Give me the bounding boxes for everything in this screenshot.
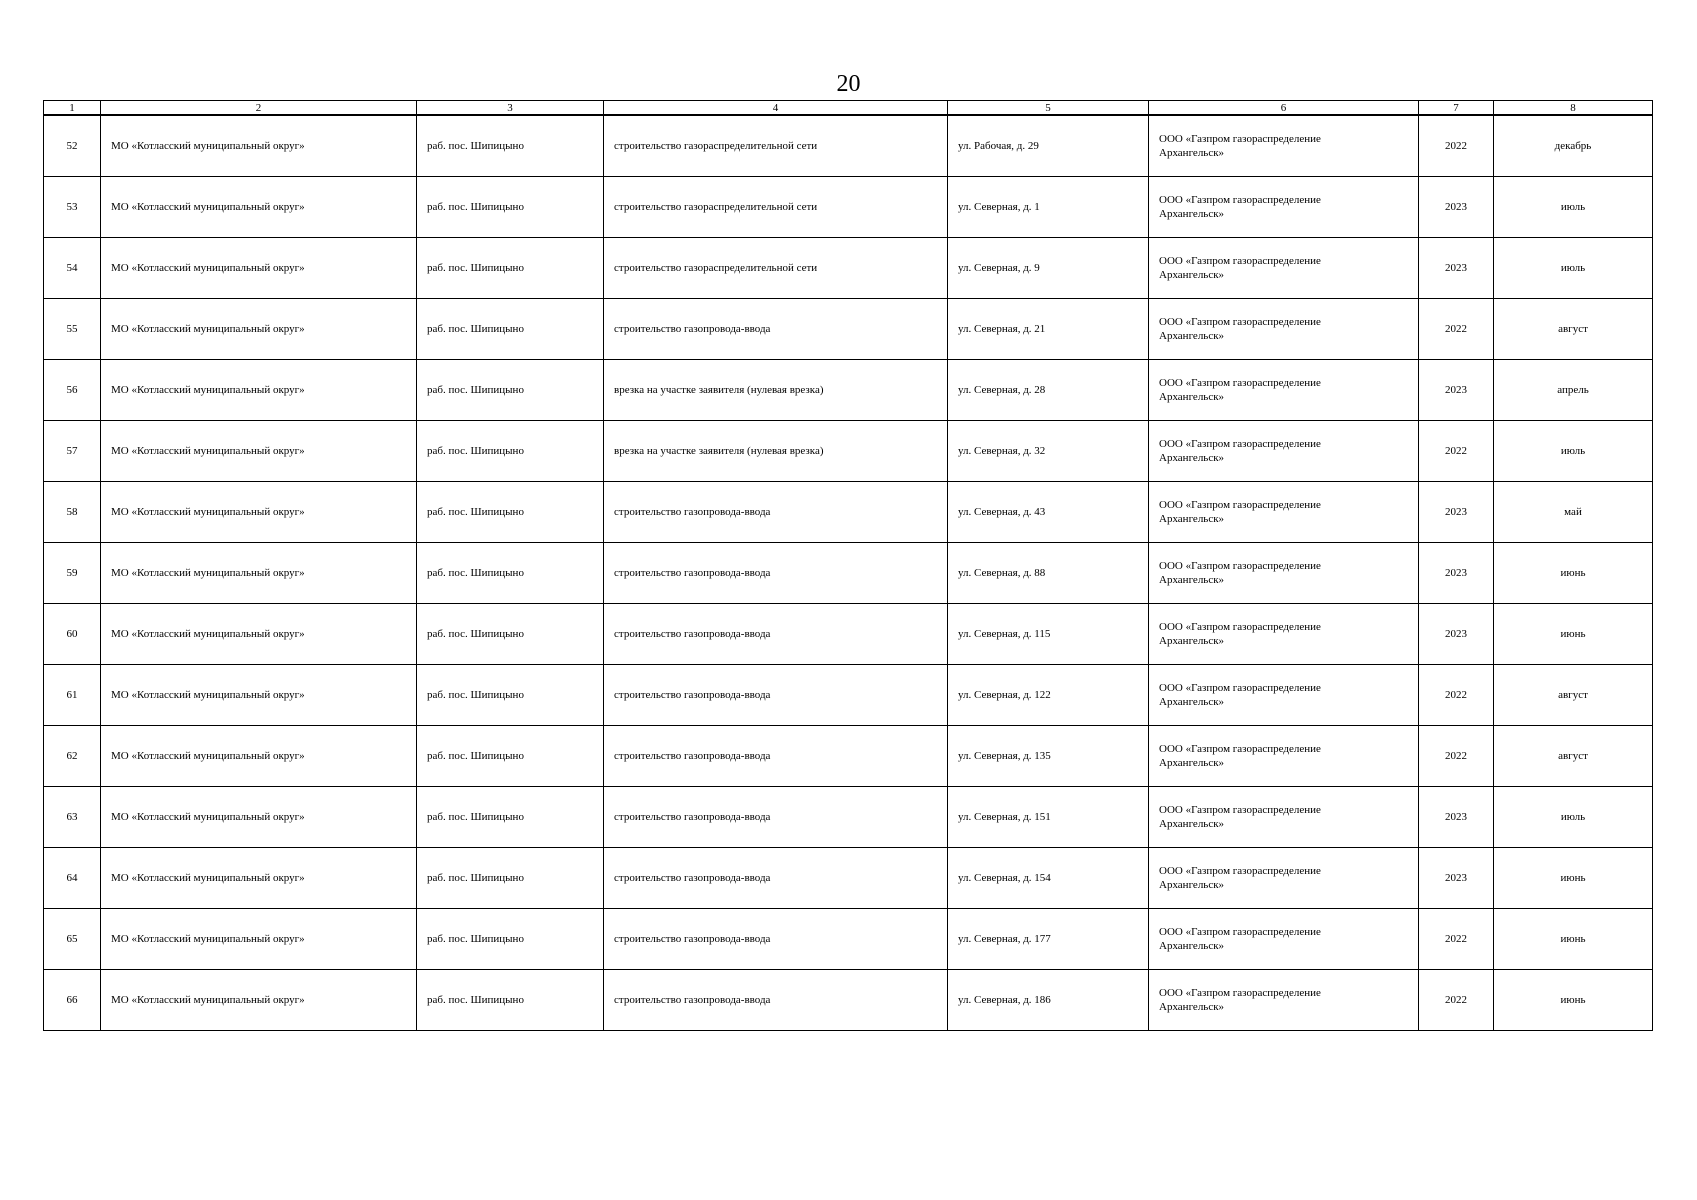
organization-cell bbox=[1149, 360, 1419, 421]
organization-line-2: Архангельск» bbox=[1159, 513, 1225, 525]
table-header bbox=[44, 101, 1653, 116]
year-cell: 2023 bbox=[1419, 543, 1494, 604]
table-row bbox=[44, 787, 1653, 848]
settlement-cell: раб. пос. Шипицыно bbox=[417, 970, 604, 1031]
organization-cell bbox=[1149, 848, 1419, 909]
table-row bbox=[44, 726, 1653, 787]
address-cell: ул. Северная, д. 186 bbox=[948, 970, 1149, 1031]
organization-cell bbox=[1149, 177, 1419, 238]
municipality-cell: МО «Котласский муниципальный округ» bbox=[101, 909, 417, 970]
month-cell: август bbox=[1494, 665, 1653, 726]
organization-line-1: ООО «Газпром газораспределение bbox=[1159, 255, 1321, 267]
year-cell: 2022 bbox=[1419, 665, 1494, 726]
row-number-cell: 64 bbox=[44, 848, 101, 909]
organization-cell bbox=[1149, 970, 1419, 1031]
organization-cell bbox=[1149, 665, 1419, 726]
year-cell: 2023 bbox=[1419, 482, 1494, 543]
municipality-cell: МО «Котласский муниципальный округ» bbox=[101, 848, 417, 909]
row-number-cell: 65 bbox=[44, 909, 101, 970]
row-number-cell: 62 bbox=[44, 726, 101, 787]
month-cell: май bbox=[1494, 482, 1653, 543]
municipality-cell: МО «Котласский муниципальный округ» bbox=[101, 726, 417, 787]
table-row bbox=[44, 238, 1653, 299]
address-cell: ул. Северная, д. 177 bbox=[948, 909, 1149, 970]
year-cell: 2022 bbox=[1419, 909, 1494, 970]
table-row bbox=[44, 604, 1653, 665]
address-cell: ул. Рабочая, д. 29 bbox=[948, 115, 1149, 177]
work-type-cell: строительство газораспределительной сети bbox=[604, 115, 948, 177]
table-row bbox=[44, 482, 1653, 543]
organization-line-1: ООО «Газпром газораспределение bbox=[1159, 621, 1321, 633]
municipality-cell: МО «Котласский муниципальный округ» bbox=[101, 543, 417, 604]
year-cell: 2023 bbox=[1419, 604, 1494, 665]
header-cell-5: 5 bbox=[948, 101, 1149, 116]
header-cell-4: 4 bbox=[604, 101, 948, 116]
month-cell: июнь bbox=[1494, 543, 1653, 604]
year-cell: 2022 bbox=[1419, 970, 1494, 1031]
organization-cell bbox=[1149, 299, 1419, 360]
organization-cell bbox=[1149, 421, 1419, 482]
organization-cell bbox=[1149, 115, 1419, 177]
table-row bbox=[44, 177, 1653, 238]
settlement-cell: раб. пос. Шипицыно bbox=[417, 543, 604, 604]
address-cell: ул. Северная, д. 21 bbox=[948, 299, 1149, 360]
organization-line-1: ООО «Газпром газораспределение bbox=[1159, 804, 1321, 816]
work-type-cell: врезка на участке заявителя (нулевая врезка) bbox=[604, 421, 948, 482]
year-cell: 2022 bbox=[1419, 115, 1494, 177]
row-number-cell: 59 bbox=[44, 543, 101, 604]
municipality-cell: МО «Котласский муниципальный округ» bbox=[101, 238, 417, 299]
table-row bbox=[44, 665, 1653, 726]
year-cell: 2022 bbox=[1419, 299, 1494, 360]
organization-line-2: Архангельск» bbox=[1159, 452, 1225, 464]
organization-line-2: Архангельск» bbox=[1159, 1001, 1225, 1013]
address-cell: ул. Северная, д. 43 bbox=[948, 482, 1149, 543]
header-cell-1: 1 bbox=[44, 101, 101, 116]
organization-cell bbox=[1149, 482, 1419, 543]
settlement-cell: раб. пос. Шипицыно bbox=[417, 787, 604, 848]
work-type-cell: строительство газопровода-ввода bbox=[604, 482, 948, 543]
organization-line-1: ООО «Газпром газораспределение bbox=[1159, 682, 1321, 694]
table-row bbox=[44, 115, 1653, 177]
organization-line-2: Архангельск» bbox=[1159, 208, 1225, 220]
settlement-cell: раб. пос. Шипицыно bbox=[417, 482, 604, 543]
work-type-cell: строительство газораспределительной сети bbox=[604, 177, 948, 238]
month-cell: июнь bbox=[1494, 848, 1653, 909]
settlement-cell: раб. пос. Шипицыно bbox=[417, 726, 604, 787]
organization-line-2: Архангельск» bbox=[1159, 330, 1225, 342]
municipality-cell: МО «Котласский муниципальный округ» bbox=[101, 299, 417, 360]
header-cell-8: 8 bbox=[1494, 101, 1653, 116]
organization-line-2: Архангельск» bbox=[1159, 757, 1225, 769]
organization-line-1: ООО «Газпром газораспределение bbox=[1159, 926, 1321, 938]
organization-line-1: ООО «Газпром газораспределение bbox=[1159, 865, 1321, 877]
month-cell: декабрь bbox=[1494, 115, 1653, 177]
header-cell-7: 7 bbox=[1419, 101, 1494, 116]
work-type-cell: строительство газопровода-ввода bbox=[604, 787, 948, 848]
municipality-cell: МО «Котласский муниципальный округ» bbox=[101, 421, 417, 482]
municipality-cell: МО «Котласский муниципальный округ» bbox=[101, 115, 417, 177]
organization-cell bbox=[1149, 543, 1419, 604]
address-cell: ул. Северная, д. 1 bbox=[948, 177, 1149, 238]
organization-line-2: Архангельск» bbox=[1159, 696, 1225, 708]
row-number-cell: 60 bbox=[44, 604, 101, 665]
settlement-cell: раб. пос. Шипицыно bbox=[417, 177, 604, 238]
organization-line-2: Архангельск» bbox=[1159, 391, 1225, 403]
table-row bbox=[44, 848, 1653, 909]
organization-line-1: ООО «Газпром газораспределение bbox=[1159, 743, 1321, 755]
header-cell-3: 3 bbox=[417, 101, 604, 116]
work-type-cell: строительство газопровода-ввода bbox=[604, 848, 948, 909]
address-cell: ул. Северная, д. 28 bbox=[948, 360, 1149, 421]
organization-line-2: Архангельск» bbox=[1159, 147, 1225, 159]
month-cell: июнь bbox=[1494, 909, 1653, 970]
settlement-cell: раб. пос. Шипицыно bbox=[417, 909, 604, 970]
row-number-cell: 57 bbox=[44, 421, 101, 482]
organization-line-1: ООО «Газпром газораспределение bbox=[1159, 316, 1321, 328]
row-number-cell: 63 bbox=[44, 787, 101, 848]
address-cell: ул. Северная, д. 135 bbox=[948, 726, 1149, 787]
address-cell: ул. Северная, д. 9 bbox=[948, 238, 1149, 299]
year-cell: 2023 bbox=[1419, 848, 1494, 909]
organization-cell bbox=[1149, 604, 1419, 665]
address-cell: ул. Северная, д. 122 bbox=[948, 665, 1149, 726]
header-row bbox=[44, 101, 1653, 116]
settlement-cell: раб. пос. Шипицыно bbox=[417, 360, 604, 421]
month-cell: июнь bbox=[1494, 604, 1653, 665]
plan-table bbox=[43, 100, 1653, 1031]
month-cell: август bbox=[1494, 299, 1653, 360]
table-row bbox=[44, 360, 1653, 421]
row-number-cell: 53 bbox=[44, 177, 101, 238]
address-cell: ул. Северная, д. 154 bbox=[948, 848, 1149, 909]
table-row bbox=[44, 421, 1653, 482]
month-cell: июль bbox=[1494, 787, 1653, 848]
municipality-cell: МО «Котласский муниципальный округ» bbox=[101, 482, 417, 543]
row-number-cell: 66 bbox=[44, 970, 101, 1031]
municipality-cell: МО «Котласский муниципальный округ» bbox=[101, 177, 417, 238]
header-cell-6: 6 bbox=[1149, 101, 1419, 116]
organization-cell bbox=[1149, 787, 1419, 848]
organization-line-2: Архангельск» bbox=[1159, 818, 1225, 830]
organization-line-2: Архангельск» bbox=[1159, 879, 1225, 891]
organization-line-2: Архангельск» bbox=[1159, 574, 1225, 586]
organization-line-2: Архангельск» bbox=[1159, 269, 1225, 281]
settlement-cell: раб. пос. Шипицыно bbox=[417, 115, 604, 177]
organization-line-1: ООО «Газпром газораспределение bbox=[1159, 499, 1321, 511]
organization-line-1: ООО «Газпром газораспределение bbox=[1159, 133, 1321, 145]
address-cell: ул. Северная, д. 88 bbox=[948, 543, 1149, 604]
organization-cell bbox=[1149, 909, 1419, 970]
settlement-cell: раб. пос. Шипицыно bbox=[417, 848, 604, 909]
settlement-cell: раб. пос. Шипицыно bbox=[417, 604, 604, 665]
year-cell: 2023 bbox=[1419, 177, 1494, 238]
table-row bbox=[44, 299, 1653, 360]
row-number-cell: 52 bbox=[44, 115, 101, 177]
work-type-cell: врезка на участке заявителя (нулевая врезка) bbox=[604, 360, 948, 421]
month-cell: июль bbox=[1494, 177, 1653, 238]
row-number-cell: 61 bbox=[44, 665, 101, 726]
municipality-cell: МО «Котласский муниципальный округ» bbox=[101, 665, 417, 726]
settlement-cell: раб. пос. Шипицыно bbox=[417, 299, 604, 360]
month-cell: апрель bbox=[1494, 360, 1653, 421]
municipality-cell: МО «Котласский муниципальный округ» bbox=[101, 604, 417, 665]
work-type-cell: строительство газопровода-ввода bbox=[604, 604, 948, 665]
year-cell: 2023 bbox=[1419, 787, 1494, 848]
row-number-cell: 54 bbox=[44, 238, 101, 299]
month-cell: август bbox=[1494, 726, 1653, 787]
address-cell: ул. Северная, д. 115 bbox=[948, 604, 1149, 665]
month-cell: июль bbox=[1494, 421, 1653, 482]
year-cell: 2023 bbox=[1419, 360, 1494, 421]
work-type-cell: строительство газопровода-ввода bbox=[604, 665, 948, 726]
table-body bbox=[44, 115, 1653, 1031]
work-type-cell: строительство газопровода-ввода bbox=[604, 543, 948, 604]
month-cell: июнь bbox=[1494, 970, 1653, 1031]
organization-line-1: ООО «Газпром газораспределение bbox=[1159, 194, 1321, 206]
organization-line-1: ООО «Газпром газораспределение bbox=[1159, 560, 1321, 572]
month-cell: июль bbox=[1494, 238, 1653, 299]
municipality-cell: МО «Котласский муниципальный округ» bbox=[101, 360, 417, 421]
settlement-cell: раб. пос. Шипицыно bbox=[417, 238, 604, 299]
organization-line-1: ООО «Газпром газораспределение bbox=[1159, 377, 1321, 389]
organization-line-1: ООО «Газпром газораспределение bbox=[1159, 438, 1321, 450]
settlement-cell: раб. пос. Шипицыно bbox=[417, 665, 604, 726]
row-number-cell: 56 bbox=[44, 360, 101, 421]
row-number-cell: 58 bbox=[44, 482, 101, 543]
organization-line-2: Архангельск» bbox=[1159, 635, 1225, 647]
header-cell-2: 2 bbox=[101, 101, 417, 116]
year-cell: 2022 bbox=[1419, 726, 1494, 787]
work-type-cell: строительство газораспределительной сети bbox=[604, 238, 948, 299]
table-row bbox=[44, 970, 1653, 1031]
year-cell: 2023 bbox=[1419, 238, 1494, 299]
work-type-cell: строительство газопровода-ввода bbox=[604, 299, 948, 360]
work-type-cell: строительство газопровода-ввода bbox=[604, 726, 948, 787]
municipality-cell: МО «Котласский муниципальный округ» bbox=[101, 787, 417, 848]
organization-cell bbox=[1149, 726, 1419, 787]
organization-cell bbox=[1149, 238, 1419, 299]
row-number-cell: 55 bbox=[44, 299, 101, 360]
work-type-cell: строительство газопровода-ввода bbox=[604, 909, 948, 970]
table-row bbox=[44, 543, 1653, 604]
work-type-cell: строительство газопровода-ввода bbox=[604, 970, 948, 1031]
organization-line-1: ООО «Газпром газораспределение bbox=[1159, 987, 1321, 999]
organization-line-2: Архангельск» bbox=[1159, 940, 1225, 952]
address-cell: ул. Северная, д. 151 bbox=[948, 787, 1149, 848]
address-cell: ул. Северная, д. 32 bbox=[948, 421, 1149, 482]
settlement-cell: раб. пос. Шипицыно bbox=[417, 421, 604, 482]
page-number: 20 bbox=[836, 71, 861, 97]
year-cell: 2022 bbox=[1419, 421, 1494, 482]
municipality-cell: МО «Котласский муниципальный округ» bbox=[101, 970, 417, 1031]
table-row bbox=[44, 909, 1653, 970]
